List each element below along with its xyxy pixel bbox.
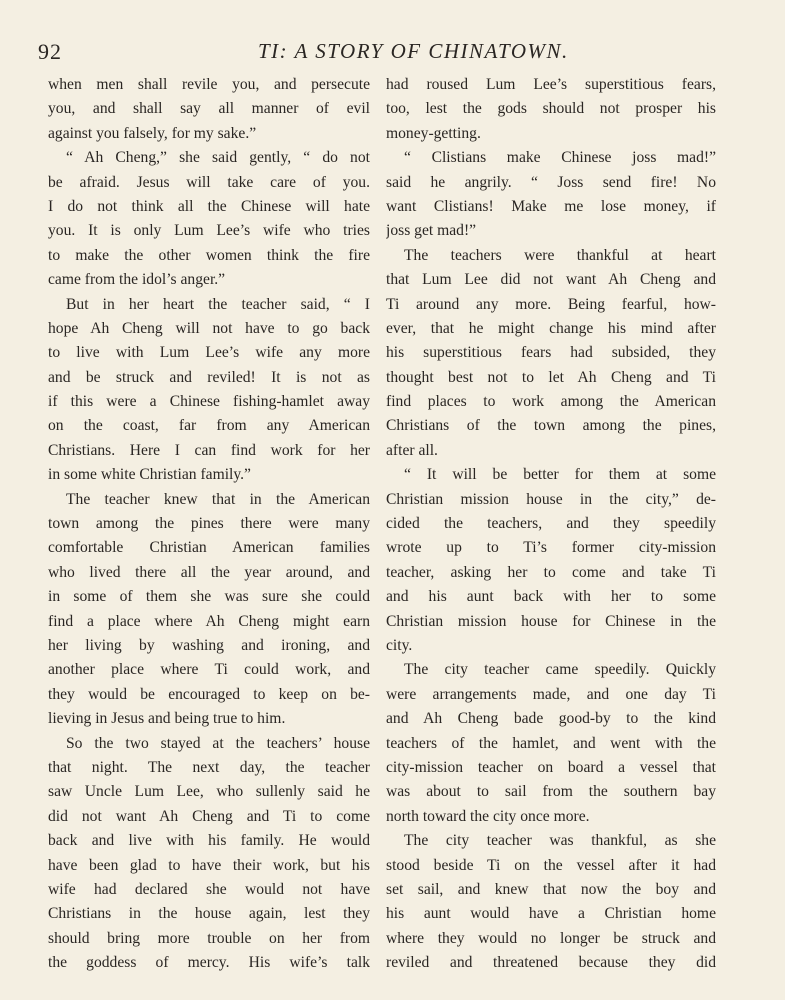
text-line: and Ah Cheng bade good-by to the kind — [386, 710, 716, 728]
text-line: stood beside Ti on the vessel after it had — [386, 856, 716, 874]
text-line: want Clistians! Make me lose money, if — [386, 197, 716, 215]
text-line: you. It is only Lum Lee’s wife who tries — [48, 222, 370, 240]
text-line: be afraid. Jesus will take care of you. — [48, 173, 370, 191]
running-title: TI: A STORY OF CHINATOWN. — [258, 39, 569, 63]
text-line: where they would no longer be struck and — [386, 929, 716, 947]
text-line: find a place where Ah Cheng might earn — [48, 612, 370, 630]
text-line: saw Uncle Lum Lee, who sullenly said he — [48, 783, 370, 801]
text-line: “ It will be better for them at some — [404, 466, 716, 484]
text-line: “ Ah Cheng,” she said gently, “ do not — [66, 149, 370, 167]
text-line: Christian mission house for Chinese in the — [386, 612, 716, 630]
text-line: and be struck and reviled! It is not as — [48, 368, 370, 386]
text-line: who lived there all the year around, and — [48, 563, 370, 581]
text-line: teachers of the hamlet, and went with the — [386, 734, 716, 752]
text-line: you, and shall say all manner of evil — [48, 100, 370, 118]
text-line: Ti around any more. Being fearful, how- — [386, 295, 716, 313]
text-line: in some white Christian family.” — [48, 466, 251, 484]
text-line: in some of them she was sure she could — [48, 588, 370, 606]
text-line: The teachers were thankful at heart — [404, 246, 716, 264]
text-line: city-mission teacher on board a vessel that — [386, 758, 716, 776]
text-line: on the coast, far from any American — [48, 417, 370, 435]
text-line: came from the idol’s anger.” — [48, 271, 226, 289]
text-line: But in her heart the teacher said, “ I — [66, 295, 370, 313]
running-head — [38, 39, 738, 67]
text-line: The teacher knew that in the American — [66, 490, 370, 508]
text-line: against you falsely, for my sake.” — [48, 124, 257, 142]
right-text-column — [386, 73, 716, 975]
text-line: said he angrily. “ Joss send fire! No — [386, 173, 716, 191]
text-line: Christians in the house again, lest they — [48, 905, 370, 923]
text-line: I do not think all the Chinese will hate — [48, 197, 370, 215]
text-line: joss get mad!” — [386, 222, 477, 240]
text-line: wife had declared she would not have — [48, 880, 370, 898]
text-line: to make the other women think the fire — [48, 246, 370, 264]
text-line: if this were a Chinese fishing-hamlet away — [48, 393, 370, 411]
text-line: to live with Lum Lee’s wife any more — [48, 344, 370, 362]
text-line: find places to work among the American — [386, 393, 716, 411]
text-line: thought best not to let Ah Cheng and Ti — [386, 368, 716, 386]
text-line: when men shall revile you, and persecute — [48, 76, 370, 93]
text-line: her living by washing and ironing, and — [48, 636, 370, 654]
text-line: they would be encouraged to keep on be- — [48, 685, 370, 703]
text-line: teacher, asking her to come and take Ti — [386, 563, 716, 581]
text-line: The city teacher came speedily. Quickly — [404, 661, 716, 679]
text-line: were arrangements made, and one day Ti — [386, 685, 716, 703]
text-line: Christians of the town among the pines, — [386, 417, 716, 435]
text-line: set sail, and knew that now the boy and — [386, 880, 716, 898]
text-line: money-getting. — [386, 124, 481, 142]
text-line: wrote up to Ti’s former city-mission — [386, 539, 716, 557]
text-line: that night. The next day, the teacher — [48, 758, 370, 776]
text-line: comfortable Christian American families — [48, 539, 370, 557]
text-line: after all. — [386, 441, 438, 459]
text-line: did not want Ah Cheng and Ti to come — [48, 807, 370, 825]
text-line: north toward the city once more. — [386, 807, 590, 825]
text-line: have been glad to have their work, but his — [48, 856, 370, 874]
text-line: “ Clistians make Chinese joss mad!” — [404, 149, 716, 167]
text-line: was about to sail from the southern bay — [386, 783, 716, 801]
text-line: another place where Ti could work, and — [48, 661, 370, 679]
text-line: and his aunt back with her to some — [386, 588, 716, 606]
text-line: lieving in Jesus and being true to him. — [48, 710, 286, 728]
text-line: had roused Lum Lee’s superstitious fears, — [386, 76, 716, 93]
text-line: ever, that he might change his mind after — [386, 319, 716, 337]
text-line: that Lum Lee did not want Ah Cheng and — [386, 271, 716, 289]
text-line: hope Ah Cheng will not have to go back — [48, 319, 370, 337]
page-number: 92 — [38, 39, 62, 64]
text-line: town among the pines there were many — [48, 515, 370, 533]
text-line: Christians. Here I can find work for her — [48, 441, 370, 459]
text-line: his superstitious fears had subsided, they — [386, 344, 716, 362]
text-line: reviled and threatened because they did — [386, 954, 716, 972]
text-line: should bring more trouble on her from — [48, 929, 370, 947]
text-line: city. — [386, 636, 413, 654]
text-line: So the two stayed at the teachers’ house — [66, 734, 370, 752]
text-line: too, lest the gods should not prosper his — [386, 100, 716, 118]
text-line: Christian mission house in the city,” de- — [386, 490, 716, 508]
text-line: back and live with his family. He would — [48, 832, 370, 850]
left-text-column — [48, 73, 370, 975]
text-line: The city teacher was thankful, as she — [404, 832, 716, 850]
text-line: cided the teachers, and they speedily — [386, 515, 716, 533]
text-line: the goddess of mercy. His wife’s talk — [48, 954, 370, 972]
text-line: his aunt would have a Christian home — [386, 905, 716, 923]
